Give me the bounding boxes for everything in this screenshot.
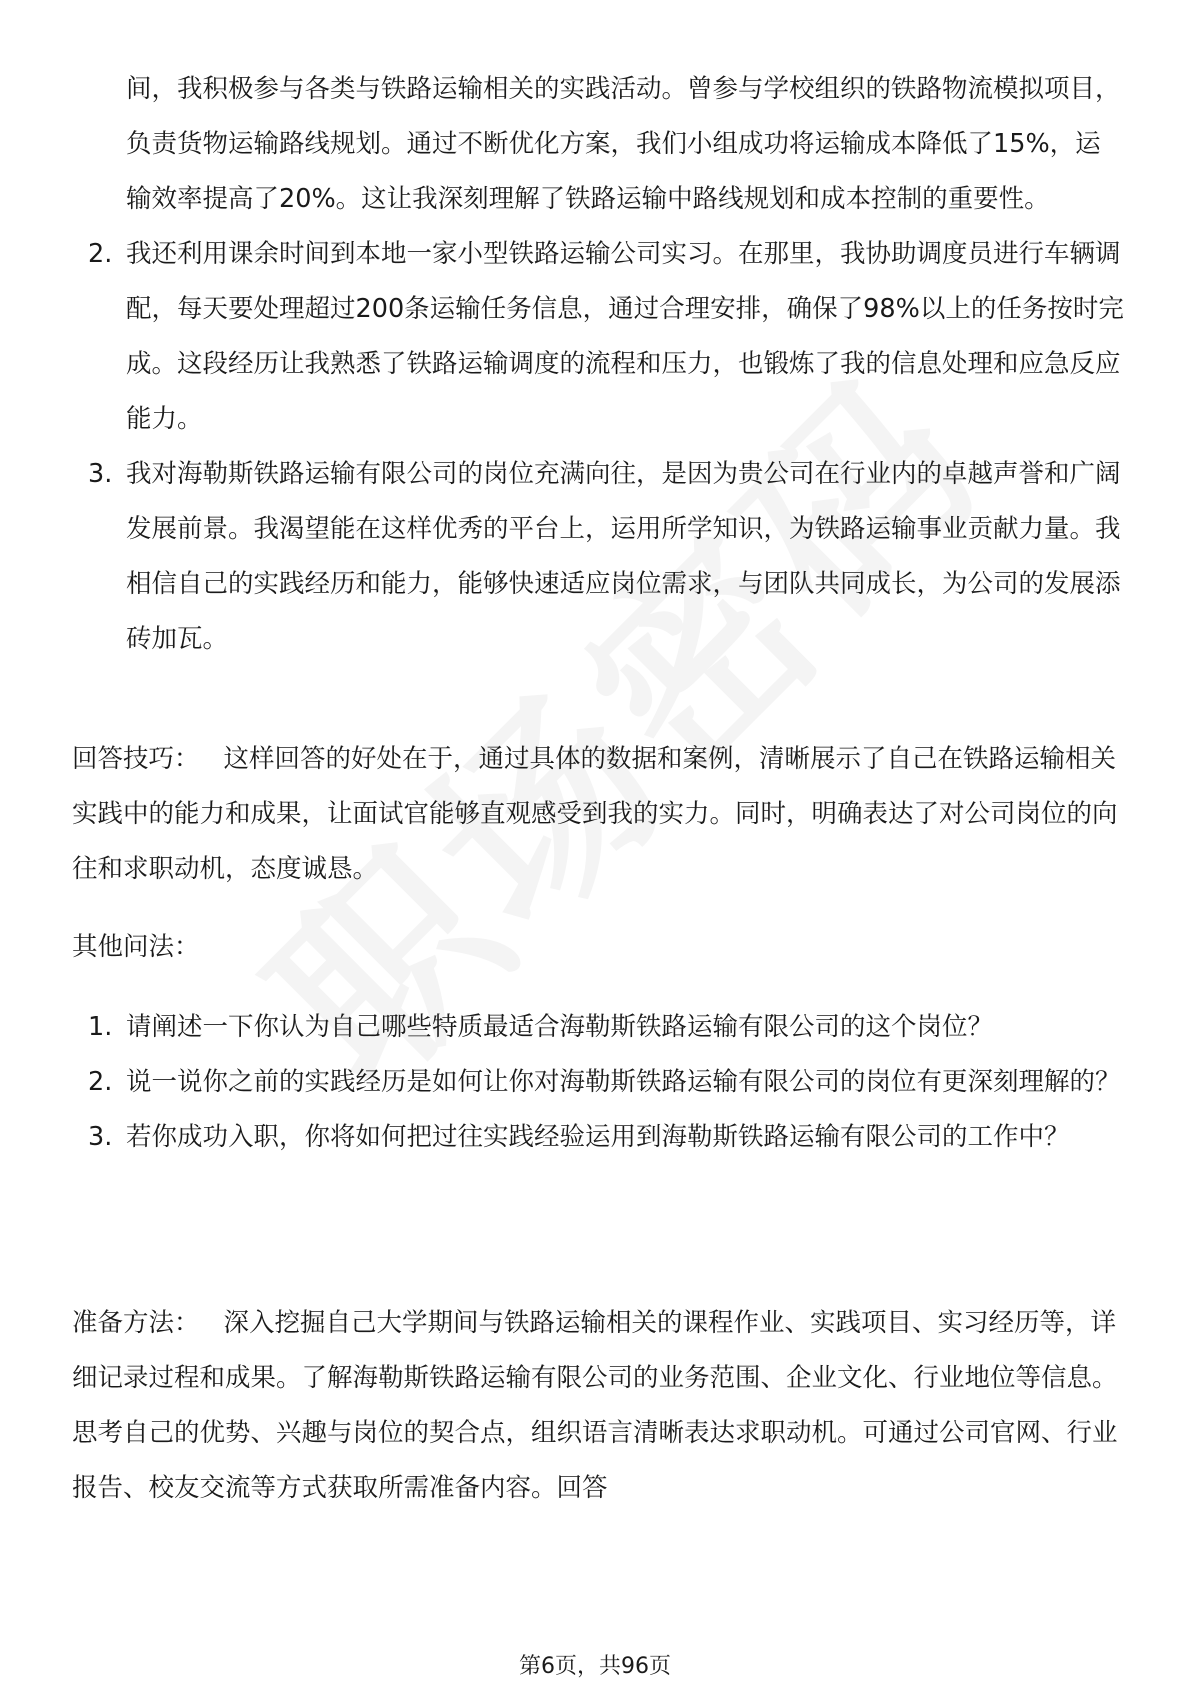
list-item-text: 我对海勒斯铁路运输有限公司的岗位充满向往，是因为贵公司在行业内的卓越声誉和广阔发展前景。我渴望能在这样优秀的平台上，运用所学知识，为铁路运输事业贡献力量。我相信自己的实践经历和能力，能够快速适应岗位需求，与团队共同成长，为公司的发展添砖加瓦。 (126, 459, 1121, 654)
preparation-text: 深入挖掘自己大学期间与铁路运输相关的课程作业、实践项目、实习经历等，详细记录过程和成果。了解海勒斯铁路运输有限公司的业务范围、企业文化、行业地位等信息。思考自己的优势、兴趣与岗位的契合点，组织语言清晰表达求职动机。可通过公司官网、行业报告、校友交流等方式获取所需准备内容。回答 (72, 1308, 1118, 1503)
list-item-number: 3. (88, 1122, 113, 1152)
list-item (78, 1055, 1128, 1110)
other-questions-heading: 其他问法： (72, 932, 200, 962)
list-item (78, 447, 1128, 667)
list-item-number: 2. (88, 239, 113, 269)
list-item-text: 若你成功入职，你将如何把过往实践经验运用到海勒斯铁路运输有限公司的工作中？ (126, 1122, 1070, 1152)
list-item-text: 请阐述一下你认为自己哪些特质最适合海勒斯铁路运输有限公司的这个岗位？ (126, 1012, 994, 1042)
answer-tips-paragraph (72, 732, 1128, 897)
list-item-text: 说一说你之前的实践经历是如何让你对海勒斯铁路运输有限公司的岗位有更深刻理解的？ (126, 1067, 1121, 1097)
list-item (78, 227, 1128, 447)
list-item-number: 2. (88, 1067, 113, 1097)
list-item (78, 1110, 1128, 1165)
list-item (78, 62, 1128, 227)
answer-tips-text: 这样回答的好处在于，通过具体的数据和案例，清晰展示了自己在铁路运输相关实践中的能力和成果，让面试官能够直观感受到我的实力。同时，明确表达了对公司岗位的向往和求职动机，态度诚恳。 (72, 744, 1118, 884)
list-item-text: 我还利用课余时间到本地一家小型铁路运输公司实习。在那里，我协助调度员进行车辆调配，每天要处理超过200条运输任务信息，通过合理安排，确保了98%以上的任务按时完成。这段经历让我熟悉了铁路运输调度的流程和压力，也锻炼了我的信息处理和应急反应能力。 (126, 239, 1124, 434)
list-item-number: 1. (88, 1012, 113, 1042)
intro-list (78, 62, 1128, 667)
page-number: 第6页，共96页 (519, 1654, 671, 1679)
list-item (78, 1000, 1128, 1055)
preparation-label: 准备方法： (72, 1308, 200, 1338)
other-questions-list (78, 1000, 1128, 1165)
list-item-number: 3. (88, 459, 113, 489)
list-item-text: 间，我积极参与各类与铁路运输相关的实践活动。曾参与学校组织的铁路物流模拟项目，负责货物运输路线规划。通过不断优化方案，我们小组成功将运输成本降低了15%，运输效率提高了20%。这让我深刻理解了铁路运输中路线规划和成本控制的重要性。 (126, 74, 1121, 214)
answer-tips-label: 回答技巧： (72, 744, 200, 774)
preparation-paragraph (72, 1296, 1128, 1516)
